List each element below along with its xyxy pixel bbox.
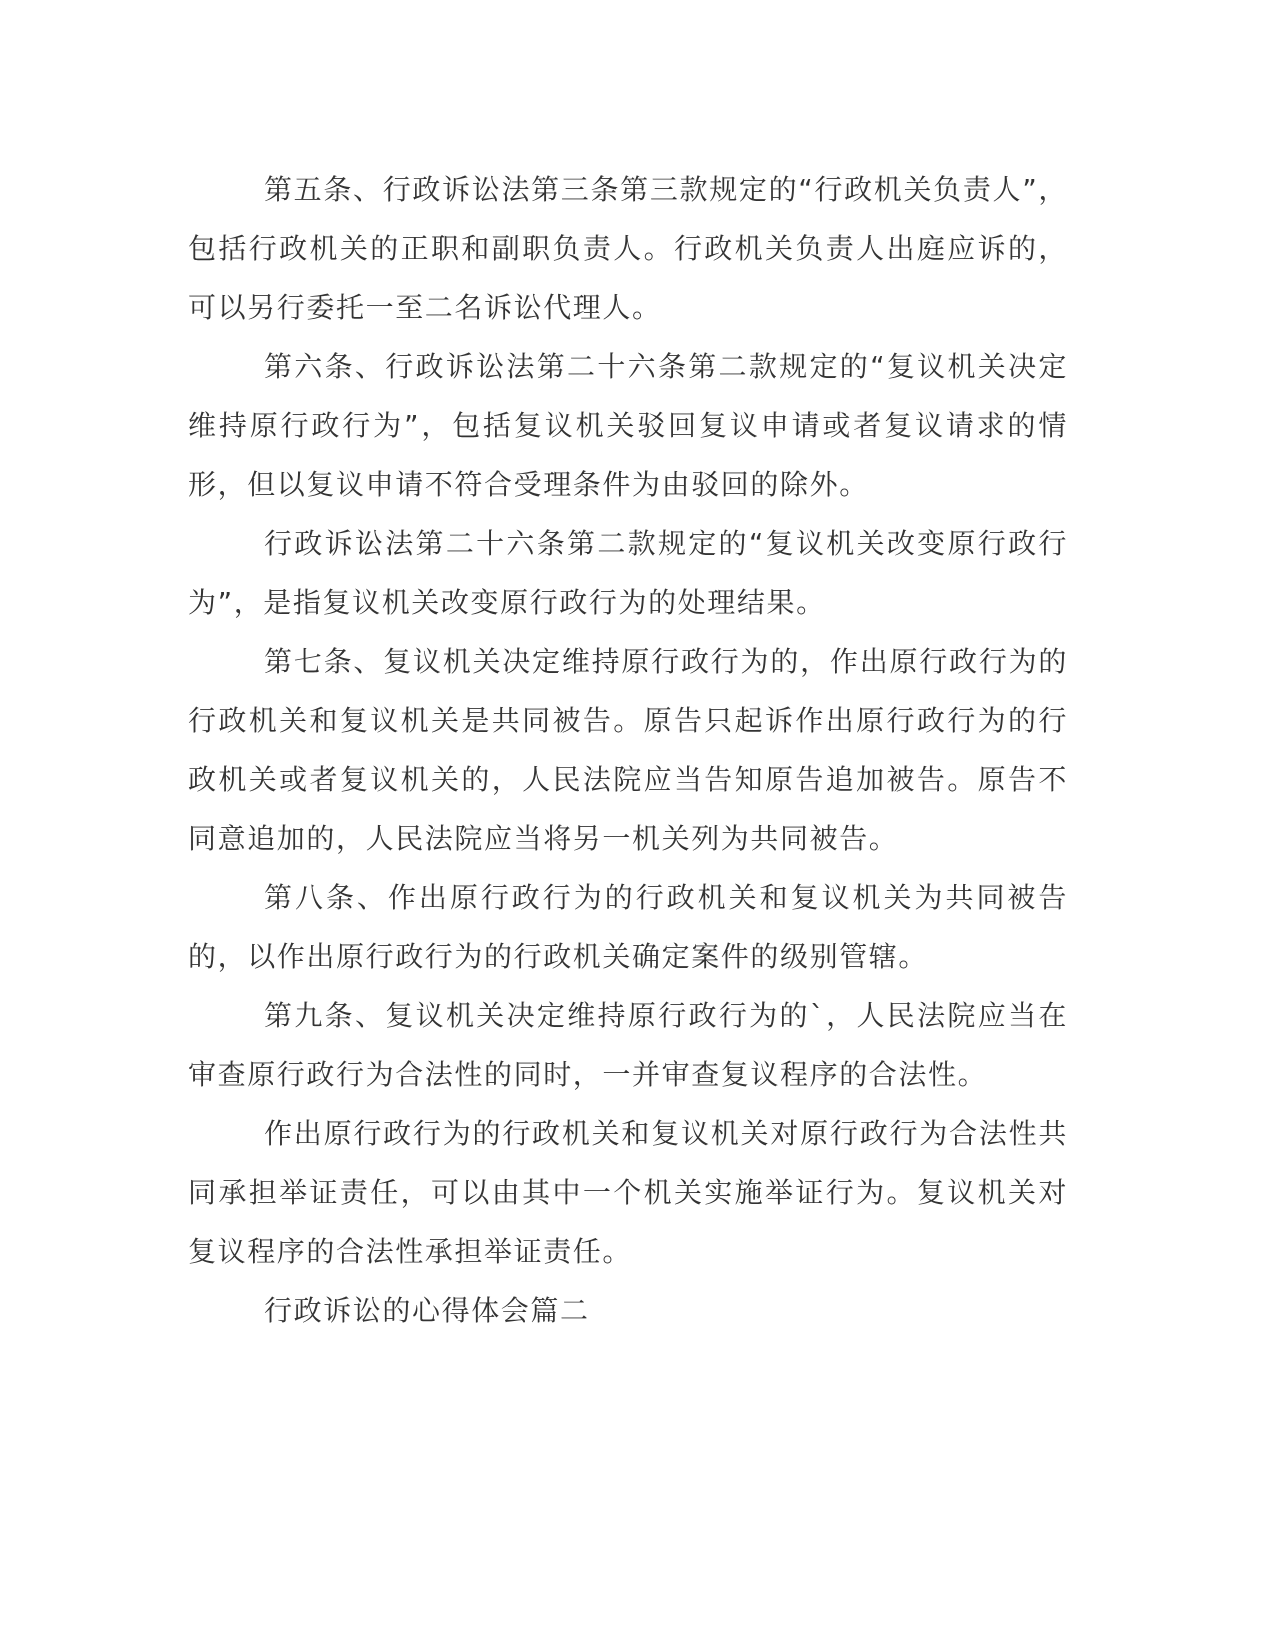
paragraph-article-6: 第六条、行政诉讼法第二十六条第二款规定的“复议机关决定维持原行政行为”，包括复议机关驳回复议申请或者复议请求的情形，但以复议申请不符合受理条件为由驳回的除外。 — [188, 350, 1068, 501]
section-heading: 行政诉讼的心得体会篇二 — [264, 1294, 590, 1327]
paragraph-article-5: 第五条、行政诉讼法第三条第三款规定的“行政机关负责人”，包括行政机关的正职和副职负责人。行政机关负责人出庭应诉的，可以另行委托一至二名诉讼代理人。 — [188, 173, 1068, 324]
paragraph-article-6-cont: 行政诉讼法第二十六条第二款规定的“复议机关改变原行政行为”，是指复议机关改变原行政行为的处理结果。 — [188, 527, 1068, 619]
paragraph-article-8: 第八条、作出原行政行为的行政机关和复议机关为共同被告的，以作出原行政行为的行政机关确定案件的级别管辖。 — [188, 881, 1068, 973]
paragraph-article-9-cont: 作出原行政行为的行政机关和复议机关对原行政行为合法性共同承担举证责任，可以由其中一个机关实施举证行为。复议机关对复议程序的合法性承担举证责任。 — [188, 1117, 1068, 1268]
paragraph-article-9: 第九条、复议机关决定维持原行政行为的`，人民法院应当在审查原行政行为合法性的同时，一并审查复议程序的合法性。 — [188, 999, 1068, 1091]
paragraph-article-7: 第七条、复议机关决定维持原行政行为的，作出原行政行为的行政机关和复议机关是共同被告。原告只起诉作出原行政行为的行政机关或者复议机关的，人民法院应当告知原告追加被告。原告不同意追加的，人民法院应当将另一机关列为共同被告。 — [188, 645, 1068, 855]
document-body — [188, 160, 1068, 1340]
